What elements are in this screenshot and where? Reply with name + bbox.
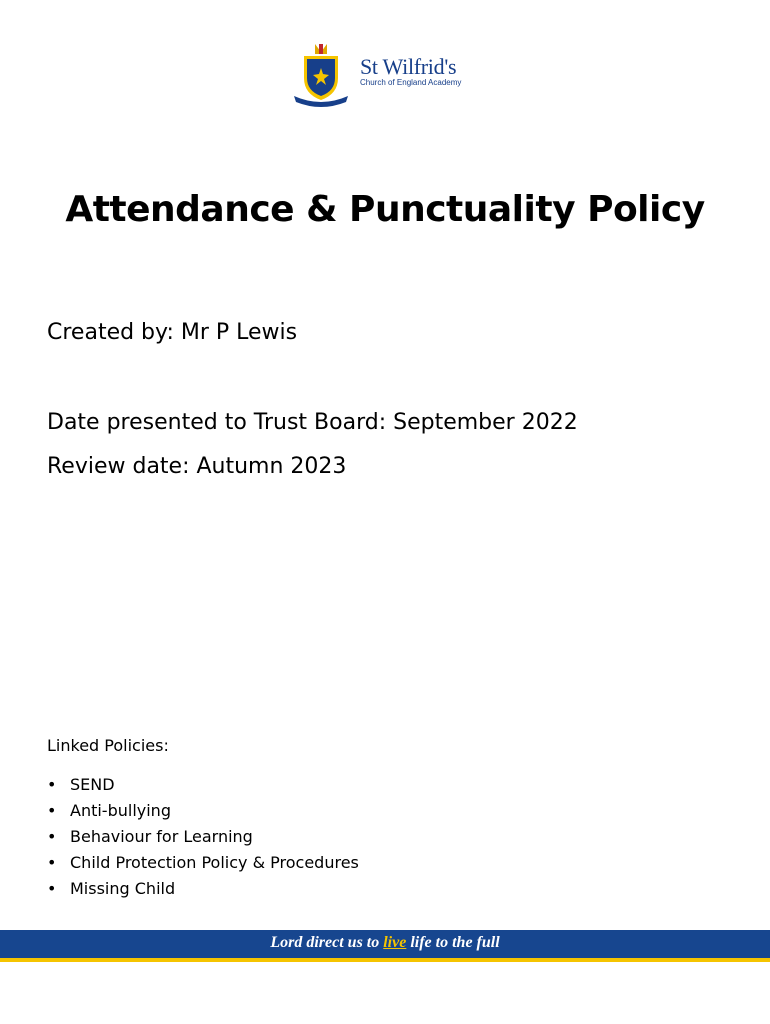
- school-logo: [290, 42, 490, 108]
- created-by: Created by: Mr P Lewis: [47, 320, 298, 345]
- school-motto: [0, 934, 770, 952]
- list-item: [47, 852, 359, 878]
- motto-start: Lord direct us to: [270, 934, 384, 951]
- list-item-label: Child Protection Policy & Procedures: [70, 853, 359, 872]
- bullet-icon: •: [47, 801, 57, 820]
- list-item: [47, 826, 359, 852]
- footer-band: [0, 930, 770, 962]
- list-item: [47, 878, 359, 904]
- list-item-label: Anti-bullying: [70, 801, 171, 820]
- list-item-label: Missing Child: [70, 879, 176, 898]
- list-item: [47, 774, 359, 800]
- motto-highlight: live: [383, 934, 407, 951]
- list-item: [47, 800, 359, 826]
- date-presented: Date presented to Trust Board: September 2022: [47, 410, 578, 435]
- bullet-icon: •: [47, 775, 57, 794]
- school-crest-icon: [290, 42, 352, 108]
- list-item-label: SEND: [70, 775, 115, 794]
- review-date: Review date: Autumn 2023: [47, 454, 347, 479]
- list-item-label: Behaviour for Learning: [70, 827, 253, 846]
- document-title: Attendance & Punctuality Policy: [65, 189, 705, 230]
- school-subtitle: Church of England Academy: [360, 78, 462, 87]
- linked-policies-list: [47, 774, 359, 904]
- motto-end: life to the full: [406, 934, 500, 951]
- bullet-icon: •: [47, 879, 57, 898]
- school-name: St Wilfrid's: [360, 54, 457, 79]
- bullet-icon: •: [47, 853, 57, 872]
- bullet-icon: •: [47, 827, 57, 846]
- linked-policies-heading: Linked Policies:: [47, 736, 169, 755]
